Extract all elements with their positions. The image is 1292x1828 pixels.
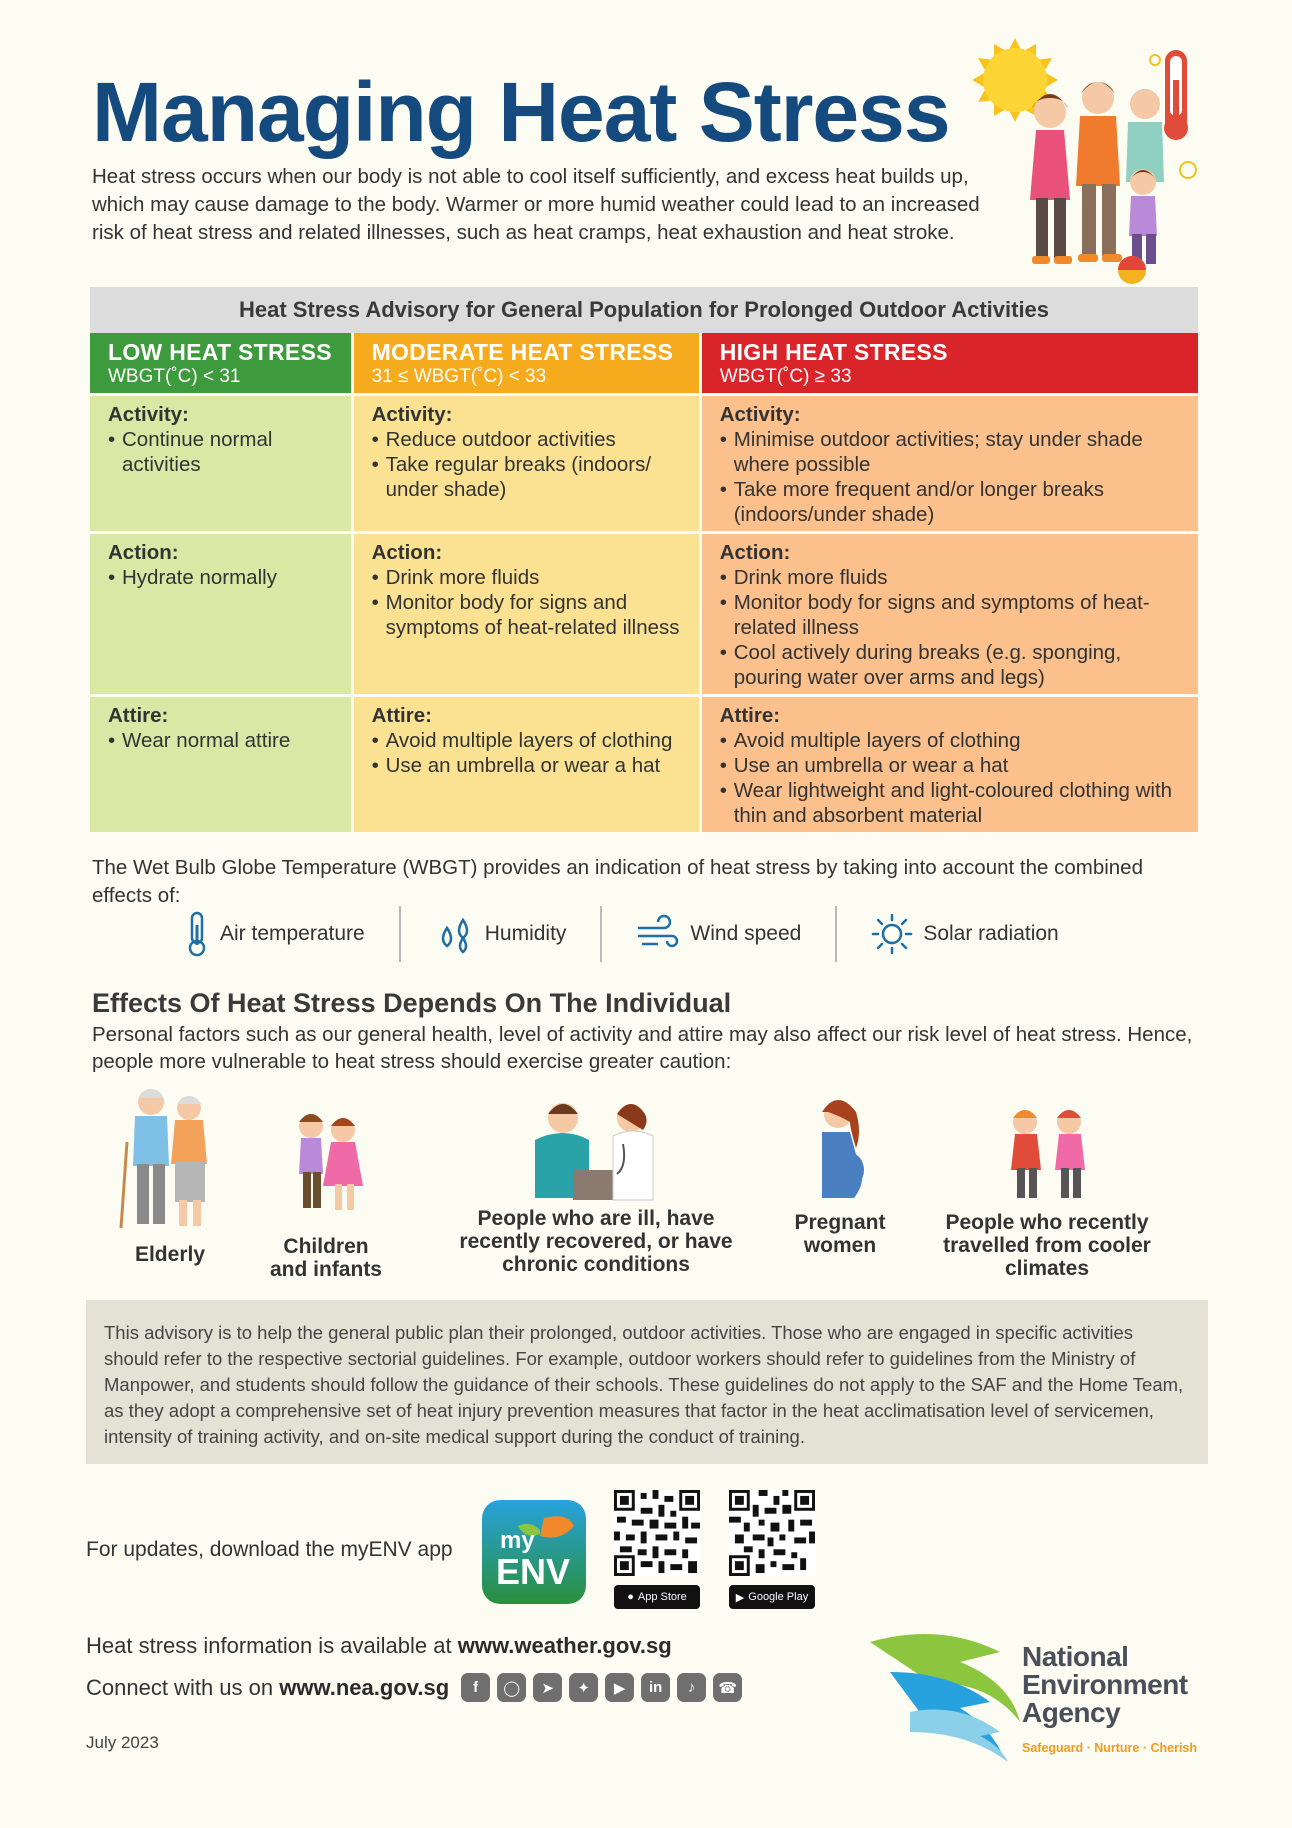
ball-illustration	[1118, 256, 1146, 284]
attire-cell	[354, 694, 699, 832]
action-item: • Drink more fluids	[372, 565, 691, 590]
whatsapp-icon[interactable]: ☎	[713, 1673, 742, 1702]
factor-label: Wind speed	[690, 922, 802, 945]
app-store-download[interactable]	[614, 1490, 700, 1609]
factor-solar-radiation	[835, 906, 1092, 962]
level-name: HIGH HEAT STRESS	[719, 339, 948, 365]
apple-icon: ●	[627, 1591, 634, 1603]
activity-cell	[702, 393, 1198, 531]
pregnant-woman-illustration	[800, 1094, 880, 1204]
family-heat-illustration	[960, 30, 1210, 285]
action-item: • Cool actively during breaks (e.g. sponging, pouring water over arms and legs)	[720, 640, 1190, 690]
activity-item: • Take regular breaks (indoors/ under shade)	[372, 452, 691, 502]
connect-prefix: Connect with us on	[86, 1674, 274, 1700]
column-moderate-heat-stress	[354, 333, 702, 832]
column-high-heat-stress	[702, 333, 1198, 832]
attire-label: Attire:	[371, 704, 432, 727]
intro-text: Heat stress occurs when our body is not able to cool itself sufficiently, and excess heat builds up, which may cause damage to the body. Warmer or more humid weather could lead to an increased risk of heat stress and related illnesses, such as heat cramps, heat exhaustion and heat stroke.	[92, 165, 980, 244]
app-name-top: my	[500, 1527, 535, 1554]
page-title: Managing Heat Stress	[92, 65, 950, 159]
activity-label: Activity:	[108, 403, 189, 426]
attire-item: • Use an umbrella or wear a hat	[720, 753, 1190, 778]
heat-stress-advisory-table	[90, 287, 1198, 832]
group-ill	[446, 1096, 746, 1276]
weather-link[interactable]: www.weather.gov.sg	[457, 1633, 672, 1658]
activity-label: Activity:	[719, 403, 801, 426]
wbgt-range: 31 ≤ WBGT(˚C) < 33	[371, 366, 547, 387]
column-header-high	[702, 333, 1198, 393]
factor-wind-speed	[600, 906, 835, 962]
attire-item: • Wear normal attire	[108, 728, 343, 753]
thermometer-illustration	[1164, 50, 1188, 140]
activity-item: • Take more frequent and/or longer breaks (indoors/under shade)	[720, 477, 1190, 527]
group-label: Pregnant women	[794, 1211, 886, 1257]
instagram-icon[interactable]: ◯	[497, 1673, 526, 1702]
agency-tagline: Safeguard · Nurture · Cherish	[1022, 1741, 1198, 1755]
action-label: Action:	[719, 541, 791, 564]
publication-date: July 2023	[86, 1733, 159, 1752]
twitter-icon[interactable]: ✦	[569, 1673, 598, 1702]
factor-label: Humidity	[484, 922, 567, 945]
weather-prefix: Heat stress information is available at	[86, 1633, 452, 1658]
app-store-label: App Store	[637, 1591, 687, 1603]
activity-item: • Minimise outdoor activities; stay under shade where possible	[720, 427, 1190, 477]
column-header-moderate	[354, 333, 699, 393]
tiktok-icon[interactable]: ♪	[677, 1673, 706, 1702]
action-label: Action:	[371, 541, 443, 564]
grandfather-illustration	[1126, 89, 1164, 182]
action-item: • Hydrate normally	[108, 565, 343, 590]
factor-air-temperature	[150, 906, 399, 962]
group-label: People who recently travelled from cooler climates	[943, 1211, 1151, 1280]
level-name: LOW HEAT STRESS	[108, 339, 332, 365]
wbgt-range: WBGT(˚C) ≥ 33	[719, 366, 852, 387]
google-play-badge[interactable]	[729, 1585, 815, 1609]
column-header-low	[90, 333, 351, 393]
action-item: • Monitor body for signs and symptoms of heat-related illness	[372, 590, 691, 640]
wind-icon	[636, 914, 680, 954]
sun-icon	[871, 913, 913, 955]
thermometer-icon	[184, 911, 210, 957]
attire-label: Attire:	[108, 704, 169, 727]
weather-info-line	[86, 1633, 672, 1659]
activity-item: • Reduce outdoor activities	[372, 427, 691, 452]
google-play-qr-code	[729, 1490, 815, 1576]
action-label: Action:	[108, 541, 179, 564]
winter-children-illustration	[987, 1102, 1107, 1206]
group-label: Children and infants	[269, 1235, 382, 1281]
agency-name-line1: National	[1022, 1641, 1129, 1672]
social-media-icons	[461, 1673, 742, 1702]
group-travellers	[922, 1102, 1172, 1280]
attire-item: • Wear lightweight and light-coloured clothing with thin and absorbent material	[720, 778, 1190, 828]
droplets-icon	[435, 914, 475, 954]
doctor-patient-illustration	[521, 1096, 671, 1202]
children-illustration	[281, 1108, 371, 1220]
app-name-bottom: ENV	[496, 1551, 571, 1592]
action-cell	[354, 531, 699, 694]
attire-item: • Avoid multiple layers of clothing	[720, 728, 1190, 753]
telegram-icon[interactable]: ➤	[533, 1673, 562, 1702]
connect-line	[86, 1673, 742, 1702]
activity-item: • Continue normal activities	[108, 427, 343, 477]
google-play-label: Google Play	[748, 1591, 809, 1603]
elderly-couple-illustration	[115, 1082, 225, 1232]
effects-description: Personal factors such as our general health, level of activity and attire may also affect our risk level of heat stress. Hence, people more vulnerable to heat stress should exercise greater caution:	[92, 1023, 1193, 1073]
column-low-heat-stress	[90, 333, 354, 832]
effects-heading: Effects Of Heat Stress Depends On The Individual	[92, 988, 732, 1018]
play-icon: ▶	[735, 1591, 745, 1604]
factor-humidity	[399, 906, 601, 962]
wbgt-factors	[150, 906, 1150, 962]
advisory-heading: Heat Stress Advisory for General Population for Prolonged Outdoor Activities	[90, 287, 1198, 333]
wbgt-description: The Wet Bulb Globe Temperature (WBGT) provides an indication of heat stress by taking into account the combined effects of:	[92, 856, 1143, 907]
wbgt-range: WBGT(˚C) < 31	[108, 366, 241, 387]
group-label: Elderly	[134, 1243, 206, 1266]
disclaimer-box: This advisory is to help the general public plan their prolonged, outdoor activities. Those who are engaged in specific activities should refer to the respective sectorial guidelines. For example, outdoor workers should refer to guidelines from the Ministry of Manpower, and students should follow the guidance of their schools. These guidelines do not apply to the SAF and the Home Team, as they adopt a comprehensive set of heat injury prevention measures that factor in the heat acclimatisation level of servicemen, intensity of training activity, and on-site medical support during the conduct of training.	[86, 1300, 1208, 1464]
agency-name	[1022, 1643, 1188, 1727]
action-cell	[90, 531, 351, 694]
myenv-app-icon[interactable]	[482, 1500, 586, 1604]
attire-item: • Use an umbrella or wear a hat	[372, 753, 691, 778]
nea-website-link[interactable]: www.nea.gov.sg	[279, 1674, 450, 1700]
group-elderly	[110, 1082, 230, 1266]
youtube-icon[interactable]: ▶	[605, 1673, 634, 1702]
father-illustration	[1076, 82, 1122, 262]
update-text: For updates, download the myENV app	[86, 1538, 453, 1561]
activity-cell	[90, 393, 351, 531]
facebook-icon[interactable]: f	[461, 1673, 490, 1702]
agency-name-line2: Environment	[1022, 1669, 1188, 1700]
app-store-badge[interactable]	[614, 1585, 700, 1609]
group-pregnant	[780, 1094, 900, 1257]
attire-cell	[90, 694, 351, 832]
action-cell	[702, 531, 1198, 694]
attire-cell	[702, 694, 1198, 832]
group-label: People who are ill, have recently recovered, or have chronic conditions	[459, 1207, 733, 1276]
activity-label: Activity:	[371, 403, 453, 426]
google-play-download[interactable]	[729, 1490, 815, 1609]
action-item: • Monitor body for signs and symptoms of heat-related illness	[720, 590, 1190, 640]
app-store-qr-code	[614, 1490, 700, 1576]
activity-cell	[354, 393, 699, 531]
child-illustration	[1129, 169, 1157, 264]
attire-label: Attire:	[719, 704, 781, 727]
factor-label: Solar radiation	[923, 922, 1059, 945]
action-item: • Drink more fluids	[720, 565, 1190, 590]
agency-name-line3: Agency	[1022, 1697, 1121, 1728]
mother-illustration	[1030, 94, 1072, 264]
factor-label: Air temperature	[220, 922, 365, 945]
group-children	[264, 1108, 388, 1281]
attire-item: • Avoid multiple layers of clothing	[372, 728, 691, 753]
level-name: MODERATE HEAT STRESS	[371, 339, 674, 365]
linkedin-icon[interactable]: in	[641, 1673, 670, 1702]
